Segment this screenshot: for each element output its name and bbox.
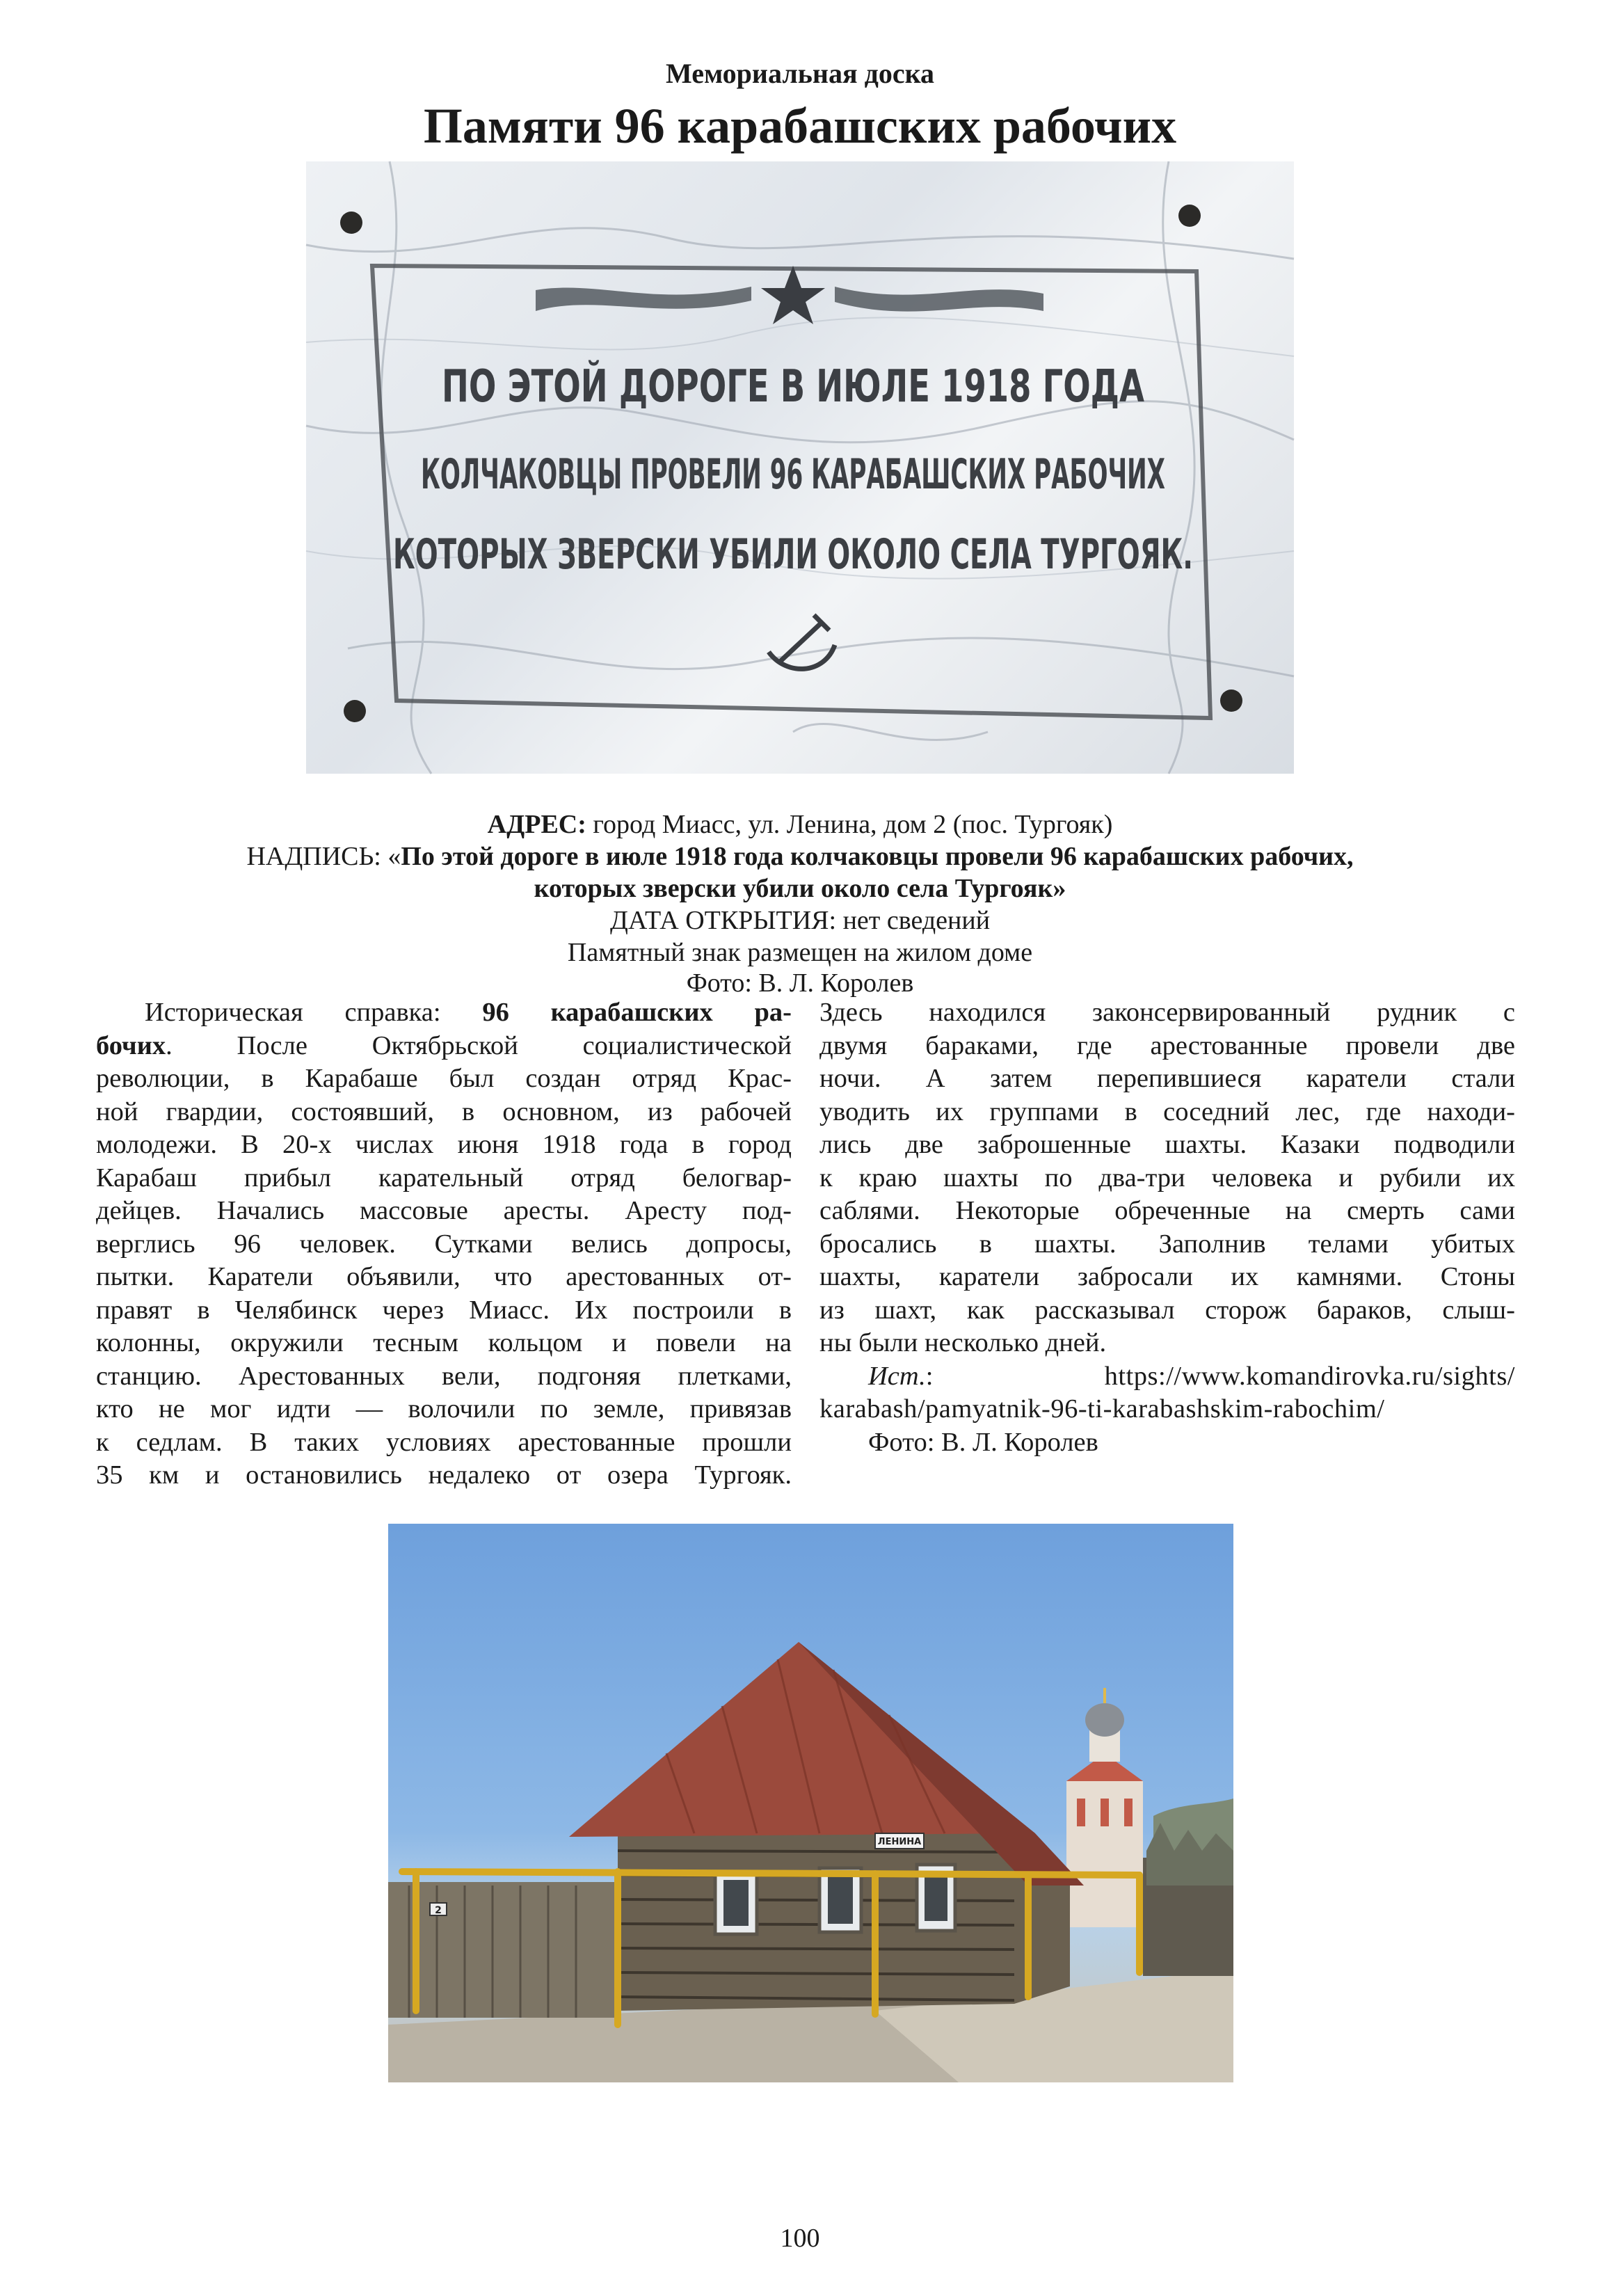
- article-line: Здесь находился законсервированный рудник с: [819, 998, 1515, 1027]
- inscription-text-2: которых зверски убили около села Тургояк»: [534, 874, 1066, 903]
- article-line: двумя бараками, где арестованные провели две: [819, 1030, 1515, 1060]
- inscription-line-2: [70, 872, 1530, 904]
- article-line: уводить их группами в соседний лес, где находи-: [819, 1097, 1515, 1126]
- article-line: кто не мог идти — волочили по земле, привязав: [96, 1394, 792, 1424]
- house-number-text: 2: [435, 1905, 442, 1916]
- article-line: дейцев. Начались массовые аресты. Аресту под-: [96, 1196, 792, 1225]
- page-number: 100: [780, 2224, 820, 2253]
- opening-date-value: нет сведений: [836, 906, 991, 935]
- address-line: [70, 808, 1530, 840]
- article-line: саблями. Некоторые обреченные на смерть сами: [819, 1196, 1515, 1225]
- placement-note: Памятный знак размещен на жилом доме: [567, 938, 1033, 967]
- document-kicker: Мемориальная доска: [665, 58, 935, 89]
- article-line: шахты, каратели забросали их камнями. Стоны: [819, 1262, 1515, 1291]
- address-value: город Миасс, ул. Ленина, дом 2 (пос. Тургояк): [586, 810, 1113, 839]
- article-line: молодежи. В 20-х числах июня 1918 года в город: [96, 1130, 792, 1159]
- article-line: пытки. Каратели объявили, что арестованных от-: [96, 1262, 792, 1291]
- document-title: Памяти 96 карабашских рабочих: [423, 98, 1177, 154]
- article-line: [96, 996, 792, 1030]
- address-label: АДРЕС:: [487, 810, 586, 839]
- plaque-line-2: КОЛЧАКОВЦЫ ПРОВЕЛИ 96 КАРАБАШСКИХ РАБОЧИХ: [421, 450, 1165, 499]
- article-line: Карабаш прибыл карательный отряд белогвар-: [96, 1163, 792, 1193]
- article-photo-credit: Фото: В. Л. Королев: [868, 1427, 1098, 1457]
- source-url-part-2[interactable]: karabash/pamyatnik-96-ti-karabashskim-rabochim/: [819, 1394, 1385, 1424]
- article-line: верглись 96 человек. Сутками велись допросы,: [96, 1229, 792, 1259]
- article-line: лись две заброшенные шахты. Казаки подводили: [819, 1130, 1515, 1159]
- article-line: колонны, окружили тесным кольцом и повели на: [96, 1328, 792, 1357]
- source-line-1: Ист.: https://www.komandirovka.ru/sights/: [868, 1361, 1515, 1391]
- article-line: ной гвардии, состоявший, в основном, из рабочей: [96, 1097, 792, 1126]
- plaque-line-1: ПО ЭТОЙ ДОРОГЕ В ИЮЛЕ 1918 ГОДА: [442, 361, 1313, 413]
- article-line: революции, в Карабаше был создан отряд Крас-: [96, 1064, 792, 1093]
- article-lead-bold: 96 карабашских ра-: [482, 998, 792, 1027]
- article-right-column: [819, 996, 1515, 1459]
- article-line: ны были несколько дней.: [819, 1328, 1107, 1357]
- source-url-part-1[interactable]: https://www.komandirovka.ru/sights/: [1104, 1361, 1515, 1391]
- article-line: 35 км и остановились недалеко от озера Тургояк.: [96, 1460, 792, 1490]
- house-photo: [388, 1524, 1233, 2082]
- plaque-photo: [306, 161, 1313, 774]
- inscription-label: НАДПИСЬ: «: [246, 842, 401, 871]
- article-line: к краю шахты по два-три человека и рубили их: [819, 1163, 1515, 1193]
- article-line: станцию. Арестованных вели, подгоняя плетками,: [96, 1361, 792, 1391]
- plaque-line-3: КОТОРЫХ ЗВЕРСКИ УБИЛИ ОКОЛО СЕЛА ТУРГОЯК.: [393, 530, 1193, 579]
- article-line: к седлам. В таких условиях арестованные прошли: [96, 1427, 792, 1457]
- opening-date-line: [70, 904, 1530, 936]
- article-left-column: [96, 996, 792, 1492]
- inscription-line-1: [70, 840, 1530, 872]
- article-line: бочих. После Октябрьской социалистической: [96, 1030, 792, 1060]
- article-lead-normal: Историческая справка:: [145, 998, 483, 1027]
- source-label: Ист.: [868, 1361, 926, 1391]
- inscription-text-1: По этой дороге в июле 1918 года колчаковцы провели 96 карабашских рабочих,: [401, 842, 1354, 871]
- meta-photo-credit: Фото: В. Л. Королев: [686, 968, 914, 998]
- article-line: ночи. А затем перепившиеся каратели стали: [819, 1064, 1515, 1093]
- article-line: бросались в шахты. Заполнив телами убитых: [819, 1229, 1515, 1259]
- opening-date-label: ДАТА ОТКРЫТИЯ:: [609, 906, 837, 935]
- source-line-2: [819, 1393, 1515, 1426]
- hammer-sickle-icon: [769, 615, 835, 669]
- article-line: из шахт, как рассказывал сторож бараков, слыш-: [819, 1295, 1515, 1325]
- street-sign-text: ЛЕНИНА: [877, 1837, 922, 1847]
- church-icon: [1066, 1688, 1143, 1927]
- article-line: правят в Челябинск через Миасс. Их построили в: [96, 1295, 792, 1325]
